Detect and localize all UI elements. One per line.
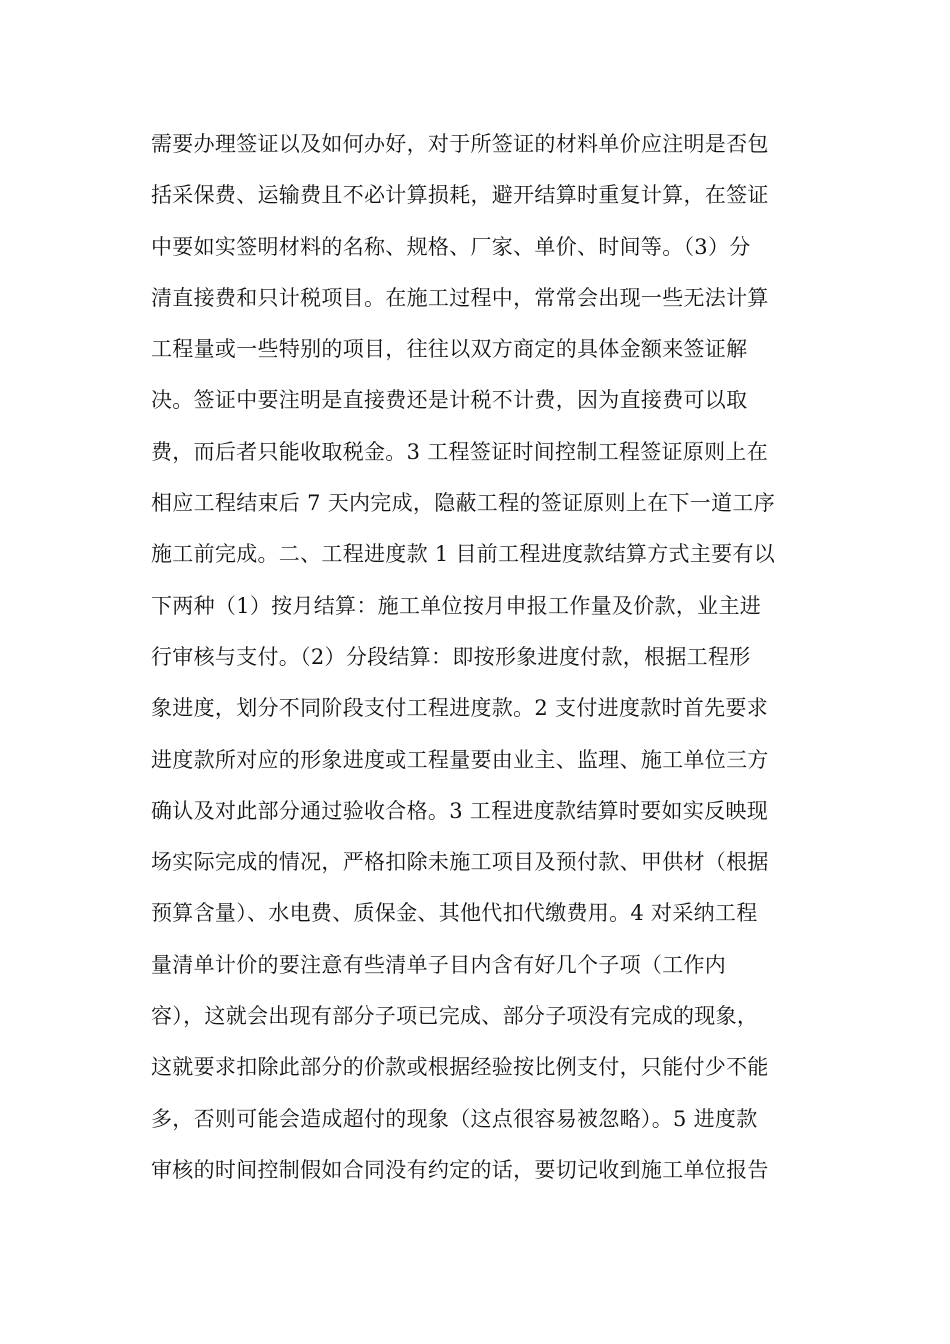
text-line: 施工前完成。二、工程进度款 1 目前工程进度款结算方式主要有以 (151, 542, 776, 567)
text-line: 需要办理签证以及如何办好，对于所签证的材料单价应注明是否包 (151, 132, 769, 156)
text-line: 确认及对此部分通过验收合格。3 工程进度款结算时要如实反映现 (151, 798, 769, 823)
text-line: 费，而后者只能收取税金。3 工程签证时间控制工程签证原则上在 (151, 439, 769, 464)
text-line: 相应工程结束后 7 天内完成，隐蔽工程的签证原则上在下一道工序 (151, 491, 776, 516)
text-line: 这就要求扣除此部分的价款或根据经验按比例支付，只能付少不能 (151, 1055, 769, 1080)
text-line: 中要如实签明材料的名称、规格、厂家、单价、时间等。（3）分 (151, 234, 751, 259)
text-line: 决。签证中要注明是直接费还是计税不计费，因为直接费可以取 (151, 388, 748, 413)
text-line: 预算含量）、水电费、质保金、其他代扣代缴费用。4 对采纳工程 (151, 901, 758, 926)
text-line: 容），这就会出现有部分子项已完成、部分子项没有完成的现象， (151, 1004, 759, 1029)
text-line: 进度款所对应的形象进度或工程量要由业主、监理、施工单位三方 (151, 747, 769, 772)
text-line: 多，否则可能会造成超付的现象（这点很容易被忽略）。5 进度款 (151, 1106, 758, 1131)
text-line: 行审核与支付。（2）分段结算：即按形象进度付款，根据工程形 (151, 644, 751, 669)
text-line: 量清单计价的要注意有些清单子目内含有好几个子项（工作内 (151, 952, 727, 977)
text-line: 象进度，划分不同阶段支付工程进度款。2 支付进度款时首先要求 (151, 696, 769, 721)
text-line: 场实际完成的情况，严格扣除未施工项目及预付款、甲供材（根据 (151, 850, 769, 875)
text-line: 审核的时间控制假如合同没有约定的话，要切记收到施工单位报告 (151, 1157, 769, 1182)
text-line: 下两种（1）按月结算：施工单位按月申报工作量及价款，业主进 (151, 593, 762, 618)
text-line: 工程量或一些特别的项目，往往以双方商定的具体金额来签证解 (151, 337, 748, 362)
body-text (151, 119, 811, 1196)
text-line: 括采保费、运输费且不必计算损耗，避开结算时重复计算，在签证 (151, 183, 769, 208)
text-line: 清直接费和只计税项目。在施工过程中，常常会出现一些无法计算 (151, 285, 769, 310)
